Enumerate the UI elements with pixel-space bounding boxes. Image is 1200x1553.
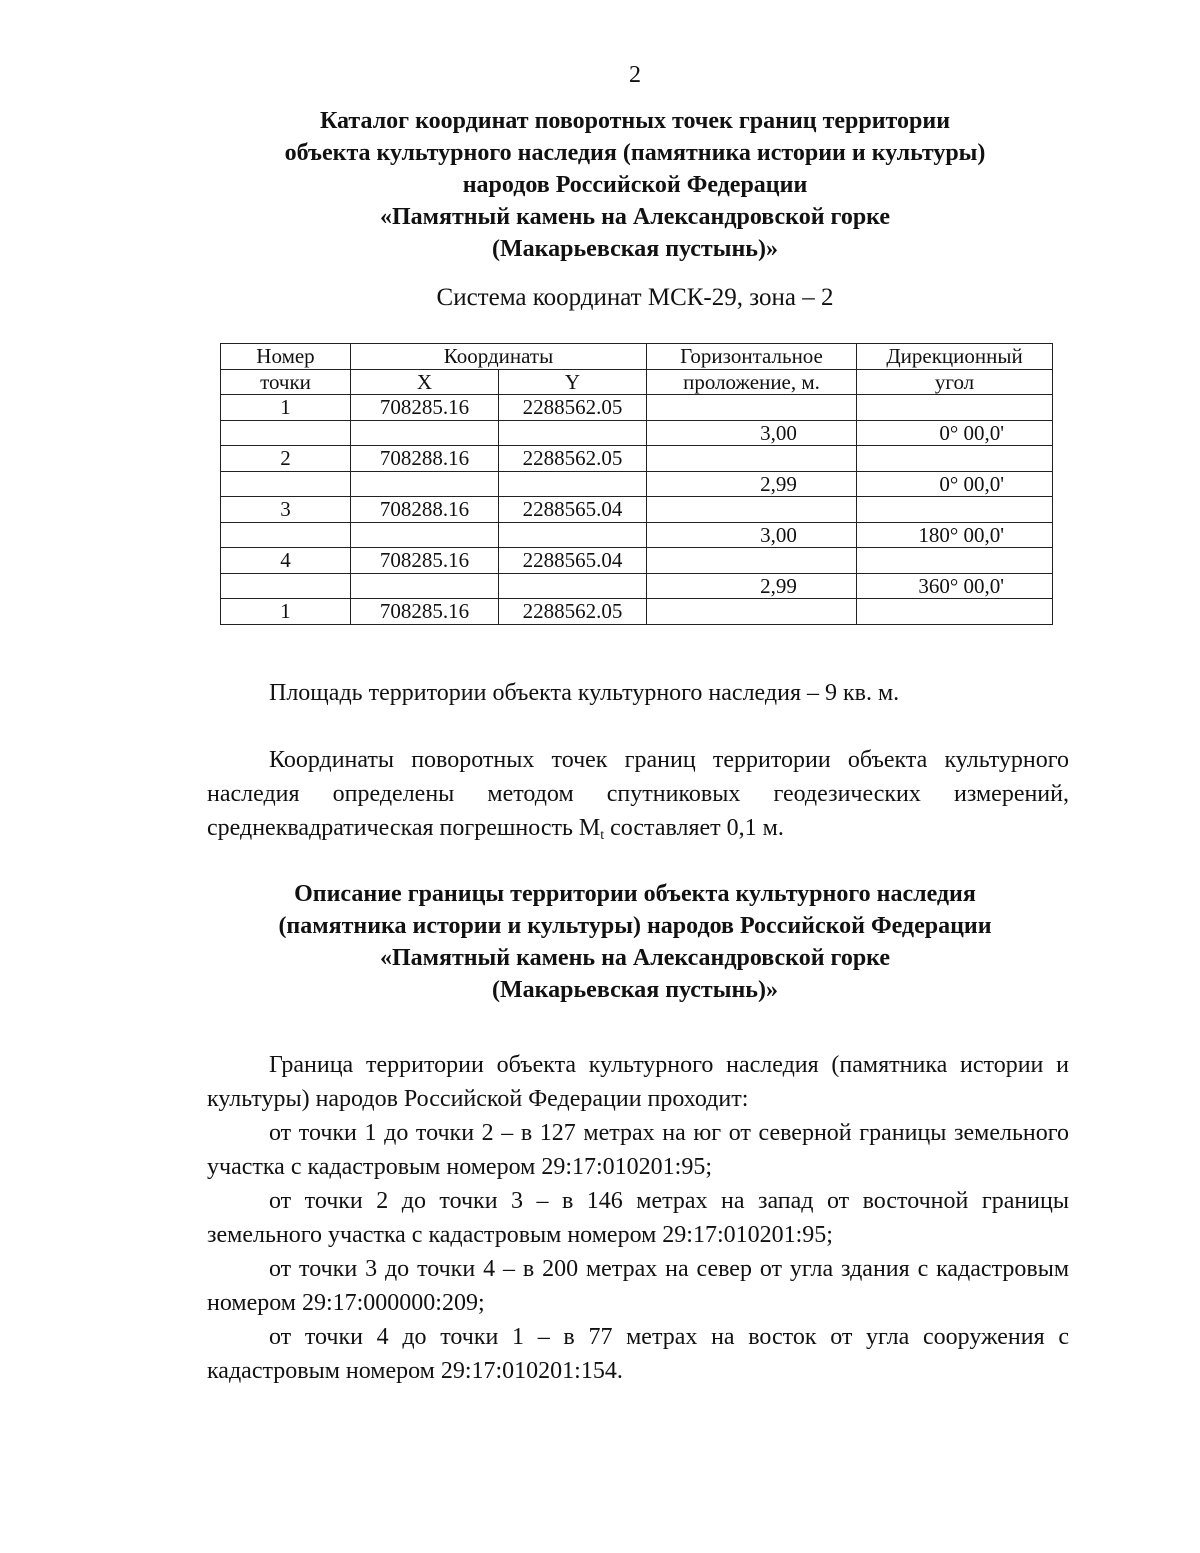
method-text-main: Координаты поворотных точек границ территории объекта культурного наследия определены методом спутниковых геодезических измерений, среднеквадратическая погрешность M	[207, 747, 1069, 841]
cell-distance: 2,99	[647, 471, 857, 497]
cell-x: 708285.16	[351, 599, 499, 625]
cell-distance: 3,00	[647, 522, 857, 548]
catalog-heading-line: объекта культурного наследия (памятника истории и культуры)	[284, 140, 986, 166]
method-paragraph	[207, 743, 1069, 853]
boundary-section	[207, 1048, 1069, 1388]
cell-point	[221, 522, 351, 548]
cell-angle: 360° 00,0'	[857, 573, 1053, 599]
cell-y: 2288562.05	[499, 446, 647, 472]
catalog-heading-line: Каталог координат поворотных точек границ территории	[319, 108, 951, 134]
cell-x: 708285.16	[351, 548, 499, 574]
table-row	[221, 522, 1053, 548]
boundary-item: от точки 3 до точки 4 – в 200 метрах на север от угла здания с кадастровым номером 29:17:000000:209;	[207, 1256, 1069, 1316]
cell-distance	[647, 548, 857, 574]
cell-point: 2	[221, 446, 351, 472]
table-row	[221, 573, 1053, 599]
method-text-end: составляет 0,1 м.	[604, 815, 784, 841]
header-distance-2: проложение, м.	[647, 369, 857, 395]
cell-distance	[647, 497, 857, 523]
cell-x: 708288.16	[351, 497, 499, 523]
cell-distance: 2,99	[647, 573, 857, 599]
table-header-row	[221, 369, 1053, 395]
cell-distance: 3,00	[647, 420, 857, 446]
table-row	[221, 395, 1053, 421]
cell-y: 2288565.04	[499, 497, 647, 523]
boundary-item: от точки 4 до точки 1 – в 77 метрах на восток от угла сооружения с кадастровым номером 29:17:010201:154.	[207, 1324, 1069, 1384]
cell-angle	[857, 395, 1053, 421]
cell-angle	[857, 599, 1053, 625]
cell-x: 708285.16	[351, 395, 499, 421]
cell-point: 3	[221, 497, 351, 523]
boundary-item: от точки 2 до точки 3 – в 146 метрах на запад от восточной границы земельного участка с кадастровым номером 29:17:010201:95;	[207, 1188, 1069, 1248]
description-heading-line: (Макарьевская пустынь)»	[492, 977, 778, 1003]
description-heading-line: (памятника истории и культуры) народов Российской Федерации	[278, 913, 992, 939]
area-paragraph	[207, 676, 1069, 710]
header-angle-2: угол	[857, 369, 1053, 395]
header-point: Номер	[221, 344, 351, 370]
header-distance: Горизонтальное	[647, 344, 857, 370]
cell-point: 1	[221, 395, 351, 421]
cell-y: 2288562.05	[499, 599, 647, 625]
cell-angle	[857, 497, 1053, 523]
table-row	[221, 548, 1053, 574]
cell-x	[351, 420, 499, 446]
table-row	[221, 599, 1053, 625]
cell-x: 708288.16	[351, 446, 499, 472]
cell-x	[351, 522, 499, 548]
header-x: X	[351, 369, 499, 395]
cell-y	[499, 573, 647, 599]
cell-y	[499, 471, 647, 497]
cell-angle: 0° 00,0'	[857, 471, 1053, 497]
cell-distance	[647, 446, 857, 472]
cell-distance	[647, 599, 857, 625]
area-text: Площадь территории объекта культурного наследия – 9 кв. м.	[269, 680, 900, 706]
description-heading-line: Описание границы территории объекта культурного наследия	[294, 881, 976, 907]
boundary-item: от точки 1 до точки 2 – в 127 метрах на юг от северной границы земельного участка с кадастровым номером 29:17:010201:95;	[207, 1120, 1069, 1180]
table-row	[221, 471, 1053, 497]
coordinates-table	[220, 343, 1053, 625]
cell-distance	[647, 395, 857, 421]
cell-angle	[857, 548, 1053, 574]
table-header-row	[221, 344, 1053, 370]
cell-angle	[857, 446, 1053, 472]
table-row	[221, 446, 1053, 472]
description-heading	[180, 878, 1090, 1006]
cell-x	[351, 471, 499, 497]
cell-point	[221, 420, 351, 446]
cell-point: 1	[221, 599, 351, 625]
cell-x	[351, 573, 499, 599]
coordinate-system-label: Система координат МСК-29, зона – 2	[436, 284, 834, 311]
page-number: 2	[629, 62, 641, 88]
table-row	[221, 420, 1053, 446]
header-coordinates: Координаты	[351, 344, 647, 370]
cell-point	[221, 471, 351, 497]
catalog-heading	[180, 105, 1090, 265]
table-row	[221, 497, 1053, 523]
catalog-heading-line: «Памятный камень на Александровской горке	[379, 204, 891, 230]
cell-y: 2288562.05	[499, 395, 647, 421]
header-y: Y	[499, 369, 647, 395]
cell-y: 2288565.04	[499, 548, 647, 574]
description-heading-line: «Памятный камень на Александровской горке	[379, 945, 891, 971]
cell-point: 4	[221, 548, 351, 574]
catalog-heading-line: народов Российской Федерации	[462, 172, 808, 198]
catalog-heading-line: (Макарьевская пустынь)»	[492, 236, 778, 262]
cell-angle: 180° 00,0'	[857, 522, 1053, 548]
header-point-2: точки	[221, 369, 351, 395]
cell-y	[499, 420, 647, 446]
method-text	[207, 743, 1069, 853]
boundary-intro: Граница территории объекта культурного наследия (памятника истории и культуры) народов Российской Федерации проходит:	[207, 1052, 1069, 1112]
method-text-subscript: t	[600, 828, 605, 843]
cell-y	[499, 522, 647, 548]
cell-point	[221, 573, 351, 599]
header-angle: Дирекционный	[857, 344, 1053, 370]
cell-angle: 0° 00,0'	[857, 420, 1053, 446]
